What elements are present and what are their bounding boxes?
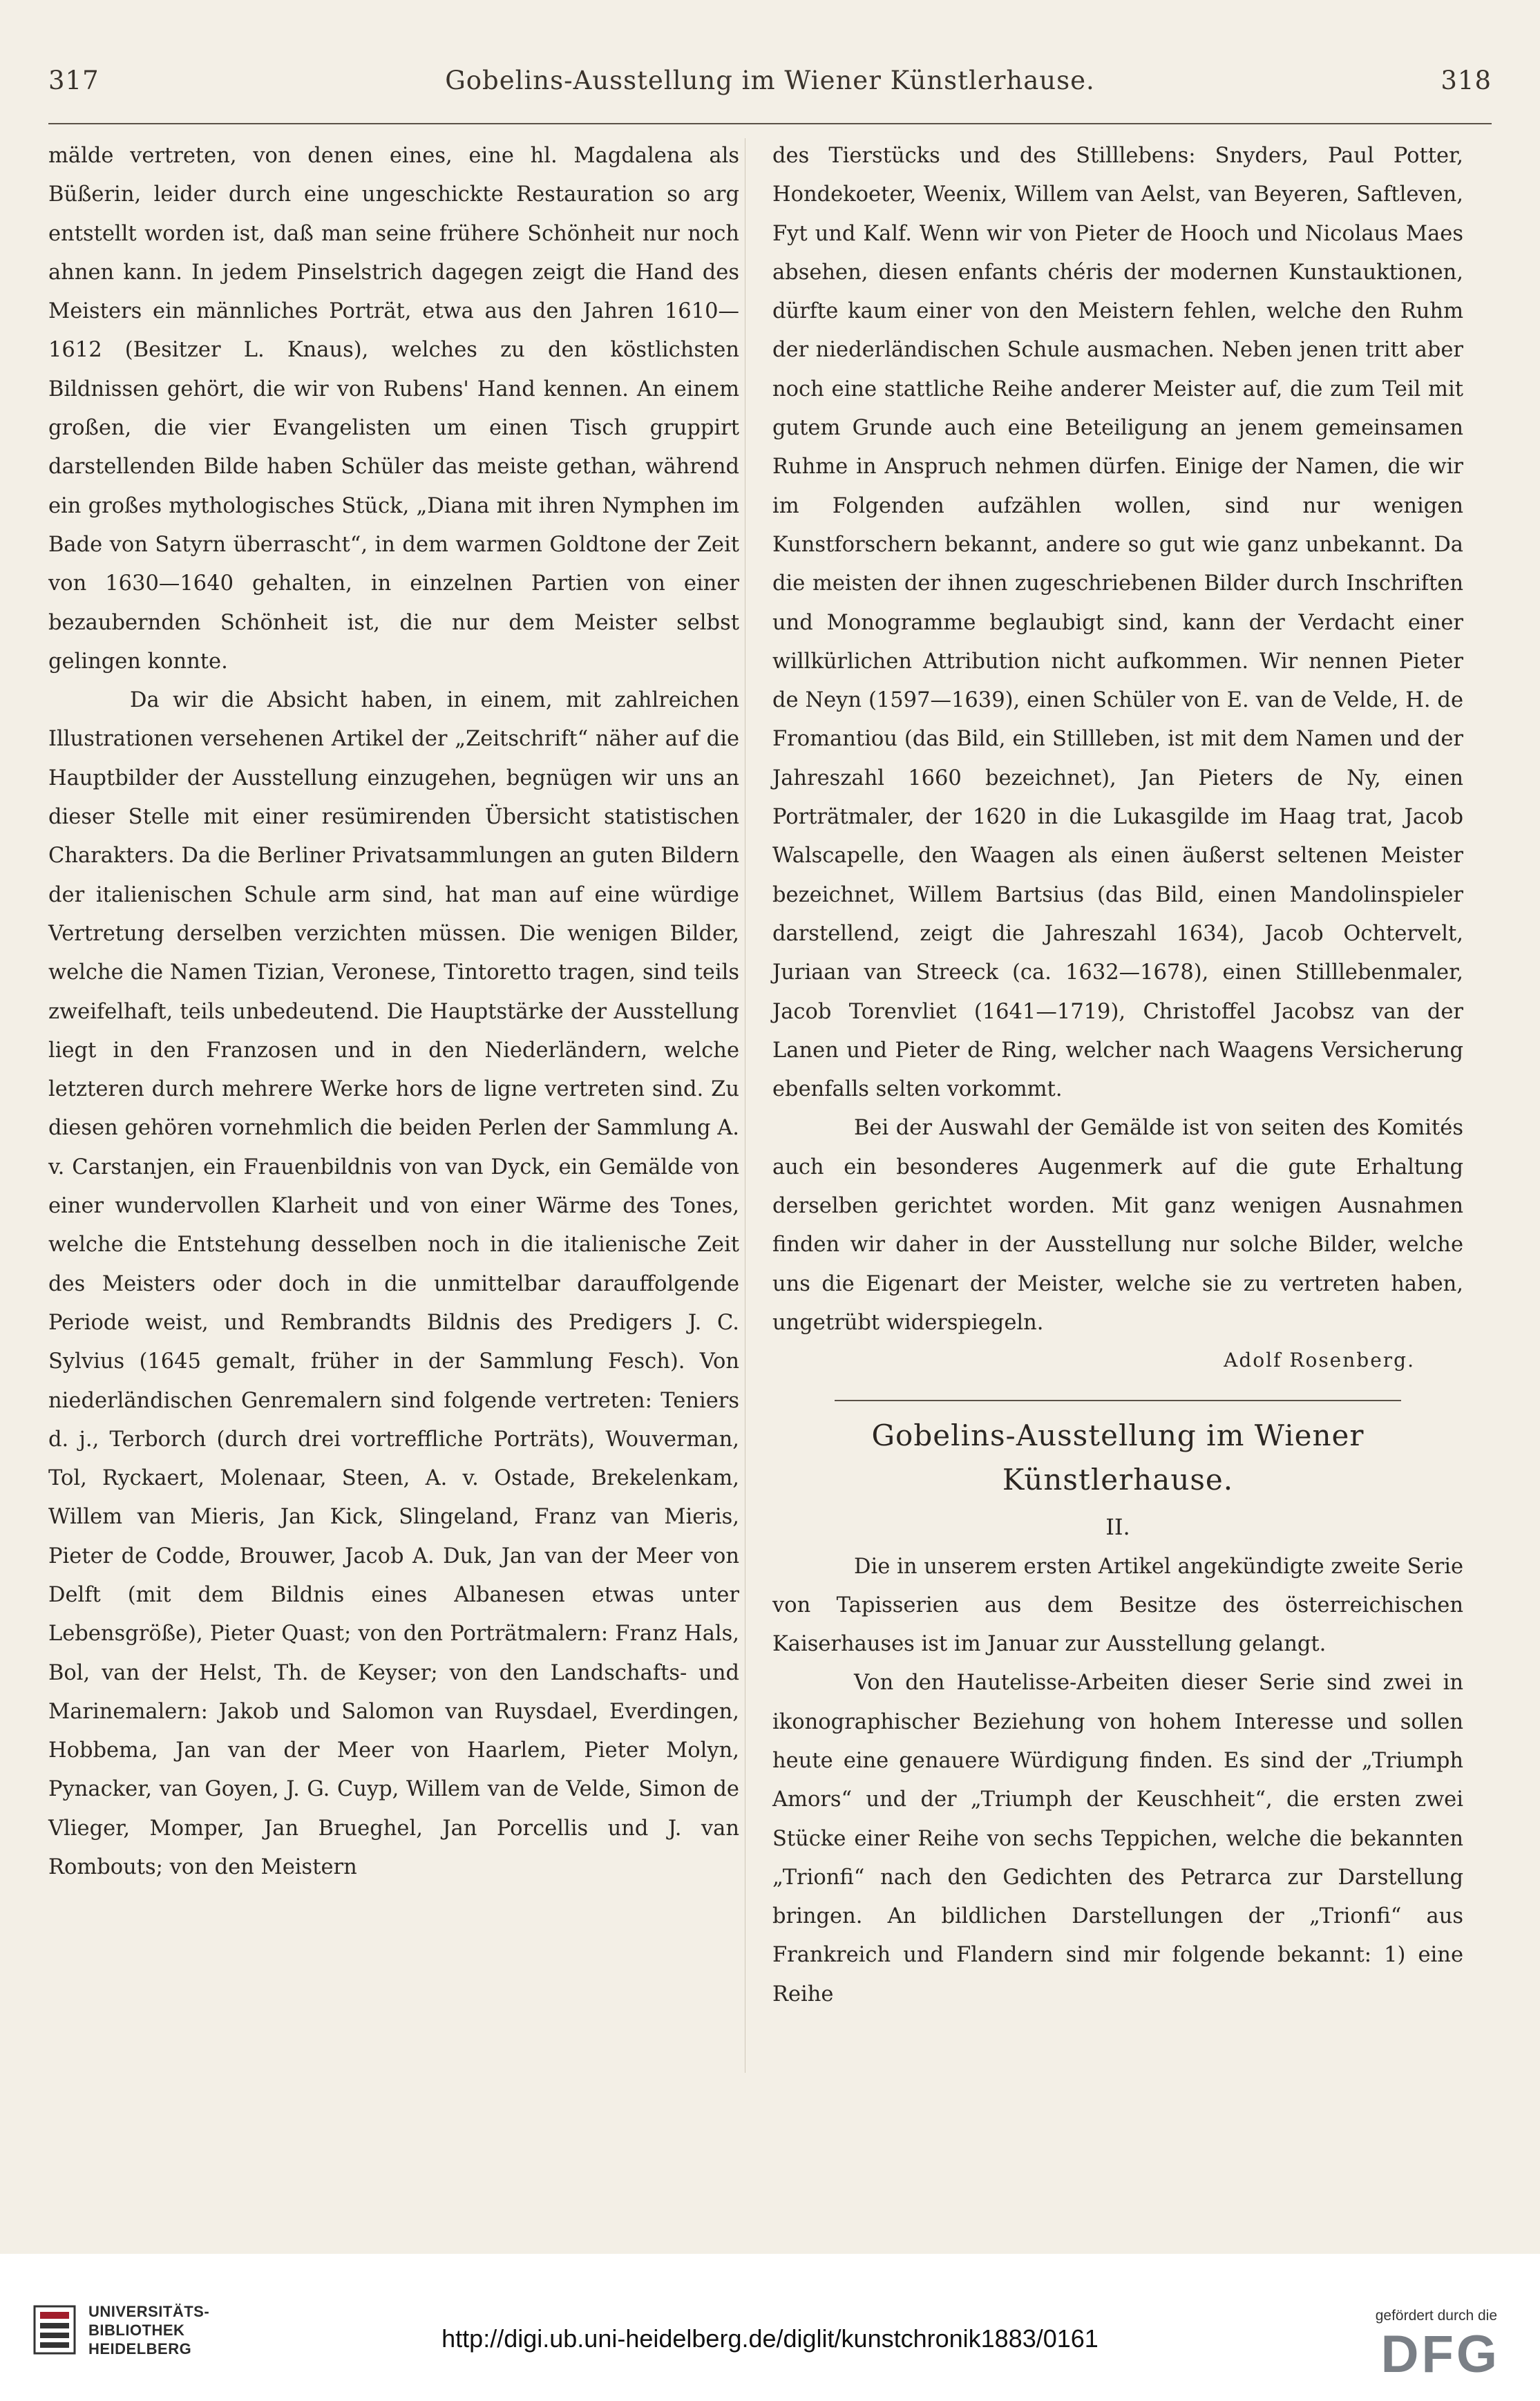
dfg-logo: DFG [1380, 2325, 1500, 2384]
section-title: Gobelins-Ausstellung im Wiener Künstlerhause. [871, 1418, 1365, 1497]
right-paragraph-4: Von den Hautelisse-Arbeiten dieser Serie sind zwei in ikonographischer Beziehung von hohem Interesse und sollen heute eine genauere Würdigung finden. Es sind der „Triumph Amors“ und der „Triumph der Keuschheit“, die ersten zwei Stücke einer Reihe von sechs Teppichen, welche die bekannten „Trionfi“ nach den Gedichten des Petrarca zur Darstellung bringen. An bildlichen Darstellungen der „Trionfi“ aus Frankreich und Flandern sind mir folgende bekannt: 1) eine Reihe [772, 1671, 1463, 2006]
section-rule [835, 1400, 1401, 1401]
right-paragraph-2: Bei der Auswahl der Gemälde ist von seiten des Komités auch ein besonderes Augenmerk auf die gute Erhaltung derselben gerichtet worden. Mit ganz wenigen Ausnahmen finden wir daher in der Ausstellung nur solche Bilder, welche uns die Eigenart der Meister, welche sie zu vertreten haben, ungetrübt widerspiegeln. [772, 1116, 1463, 1335]
library-name-line-1: UNIVERSITÄTS- [88, 2303, 210, 2320]
library-name-line-2: BIBLIOTHEK [88, 2322, 185, 2339]
left-paragraph-1: mälde vertreten, von denen eines, eine hl. Magdalena als Büßerin, leider durch eine ungeschickte Restauration so arg entstellt worden ist, daß man seine frühere Schönheit nur noch ahnen kann. In jedem Pinselstrich dagegen zeigt die Hand des Meisters ein männliches Porträt, etwa aus den Jahren 1610—1612 (Besitzer L. Knaus), welches zu den köstlichsten Bildnissen gehört, die wir von Rubens' Hand kennen. An einem großen, die vier Evangelisten um einen Tisch gruppirt darstellenden Bilde haben Schüler das meiste gethan, während ein großes mythologisches Stück, „Diana mit ihren Nymphen im Bade von Satyrn überrascht“, in dem warmen Goldtone der Zeit von 1630—1640 gehalten, in einzelnen Partien von einer bezaubernden Schönheit ist, die nur dem Meister selbst gelingen konnte. [48, 144, 739, 674]
running-title: Gobelins-Ausstellung im Wiener Künstlerhause. [445, 66, 1095, 95]
library-name-line-3: HEIDELBERG [88, 2340, 192, 2357]
left-paragraph-2: Da wir die Absicht haben, in einem, mit zahlreichen Illustrationen versehenen Artikel der „Zeitschrift“ näher auf die Hauptbilder der Ausstellung einzugehen, begnügen wir uns an dieser Stelle mit einer resümirenden Übersicht statistischen Charakters. Da die Berliner Privatsammlungen an guten Bildern der italienischen Schule arm sind, hat man auf eine würdige Vertretung derselben verzichten müssen. Die wenigen Bilder, welche die Namen Tizian, Veronese, Tintoretto tragen, sind teils zweifelhaft, teils unbedeutend. Die Hauptstärke der Ausstellung liegt in den Franzosen und in den Niederländern, welche letzteren durch mehrere Werke hors de ligne vertreten sind. Zu diesen gehören vornehmlich die beiden Perlen der Sammlung A. v. Carstanjen, ein Frauenbildnis von van Dyck, ein Gemälde von einer wundervollen Klarheit und von einer Wärme des Tones, welche die Entstehung desselben noch in die italienische Zeit des Meisters oder doch in die unmittelbar darauffolgende Periode weist, und Rembrandts Bildnis des Predigers J. C. Sylvius (1645 gemalt, früher in der Sammlung Fesch). Von niederländischen Genremalern sind folgende vertreten: Teniers d. j., Terborch (durch drei vortreffliche Porträts), Wouverman, Tol, Ryckaert, Molenaar, Steen, A. v. Ostade, Brekelenkam, Willem van Mieris, Jan Kick, Slingeland, Franz van Mieris, Pieter de Codde, Brouwer, Jacob A. Duk, Jan van der Meer von Delft (mit dem Bildnis eines Albanesen etwas unter Lebensgröße), Pieter Quast; von den Porträtmalern: Franz Hals, Bol, van der Helst, Th. de Keyser; von den Landschafts- und Marinemalern: Jakob und Salomon van Ruysdael, Everdingen, Hobbema, Jan van der Meer von Haarlem, Pieter Molyn, Pynacker, van Goyen, J. G. Cuyp, Willem van de Velde, Simon de Vlieger, Momper, Jan Brueghel, Jan Porcellis und J. van Rombouts; von den Meistern [48, 688, 739, 1880]
footer-bar [0, 2254, 1540, 2401]
header-rule [48, 123, 1492, 124]
right-paragraph-1: des Tierstücks und des Stilllebens: Snyders, Paul Potter, Hondekoeter, Weenix, Willem van Aelst, van Beyeren, Saftleven, Fyt und Kalf. Wenn wir von Pieter de Hooch und Nicolaus Maes absehen, diesen enfants chéris der modernen Kunstauktionen, dürfte kaum einer von den Meistern fehlen, welche den Ruhm der niederländischen Schule ausmachen. Neben jenen tritt aber noch eine stattliche Reihe anderer Meister auf, die zum Teil mit gutem Grunde auch eine Beteiligung an jenem gemeinsamen Ruhme in Anspruch nehmen dürfen. Einige der Namen, die wir im Folgenden aufzählen wollen, sind nur wenigen Kunstforschern bekannt, andere so gut wie ganz unbekannt. Da die meisten der ihnen zugeschriebenen Bilder durch Inschriften und Monogramme beglaubigt sind, kann der Verdacht einer willkürlichen Attribution nicht aufkommen. Wir nennen Pieter de Neyn (1597—1639), einen Schüler von E. van de Velde, H. de Fromantiou (das Bild, ein Stillleben, ist mit dem Namen und der Jahreszahl 1660 bezeichnet), Jan Pieters de Ny, einen Porträtmaler, der 1620 in die Lukasgilde im Haag trat, Jacob Walscapelle, den Waagen als einen äußerst seltenen Meister bezeichnet, Willem Bartsius (das Bild, einen Mandolinspieler darstellend, zeigt die Jahreszahl 1634), Jacob Ochtervelt, Juriaan van Streeck (ca. 1632—1678), einen Stilllebenmaler, Jacob Torenvliet (1641—1719), Christoffel Jacobsz van der Lanen und Pieter de Ring, welcher nach Waagens Versicherung ebenfalls selten vorkommt. [772, 144, 1463, 1102]
page-number-left: 317 [48, 66, 99, 95]
left-column [48, 137, 739, 1887]
funding-note: gefördert durch die [1375, 2308, 1497, 2324]
running-head [48, 66, 1492, 107]
right-paragraph-3: Die in unserem ersten Artikel angekündigte zweite Serie von Tapisserien aus dem Besitze des österreichischen Kaiserhauses ist im Januar zur Ausstellung gelangt. [772, 1554, 1463, 1657]
author-signature: Adolf Rosenberg. [1224, 1349, 1415, 1372]
page-number-right: 318 [1441, 66, 1492, 95]
section-number: II. [1105, 1513, 1130, 1540]
source-url-link[interactable]: http://digi.ub.uni-heidelberg.de/diglit/kunstchronik1883/0161 [441, 2324, 1099, 2353]
right-column [772, 137, 1463, 2014]
